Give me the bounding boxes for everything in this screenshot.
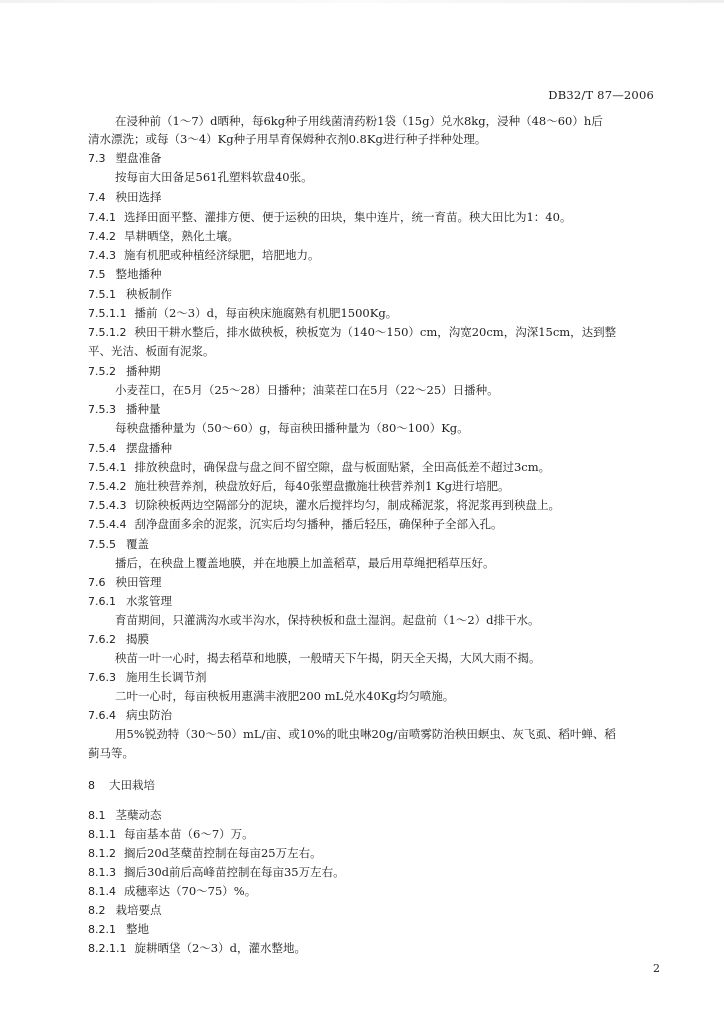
- paragraph-line: 蓟马等。: [88, 746, 134, 760]
- section-heading: 8.2 栽培要点: [88, 903, 162, 917]
- clause-line: 7.5.4.4 刮净盘面多余的泥浆，沉实后均匀播种，播后轻压，确保种子全部入孔。: [88, 517, 503, 531]
- paragraph-line: 播后，在秧盘上覆盖地膜，并在地膜上加盖稻草，最后用草绳把稻草压好。: [115, 556, 495, 570]
- clause-line: 8.1.3 搁后30d前后高峰苗控制在每亩35万左右。: [88, 865, 345, 879]
- section-title: 秧田选择: [115, 190, 162, 204]
- clause-line: 8.2.1.1 旋耕晒垡（2～3）d，灌水整地。: [88, 941, 306, 955]
- paragraph-line: 秧苗一叶一心时，揭去稻草和地膜，一般晴天下午揭，阴天全天揭，大风大雨不揭。: [115, 651, 541, 665]
- section-heading: [88, 150, 162, 167]
- clause-line: 7.4.2 旱耕晒垡，熟化土壤。: [88, 229, 239, 243]
- section-heading: 7.5.1 秧板制作: [88, 287, 172, 301]
- clause-line: 8.1.2 搁后20d茎蘖苗控制在每亩25万左右。: [88, 846, 322, 860]
- section-heading: 7.5.2 播种期: [88, 364, 161, 378]
- section-number: 7.3: [88, 152, 106, 165]
- clause-line: 7.5.4.3 切除秧板两边空隔部分的泥块，灌水后搅拌均匀，制成稀泥浆，将泥浆再到秧盘上。: [88, 498, 560, 512]
- section-heading: 7.6.1 水浆管理: [88, 594, 172, 608]
- section-heading: 8.1 茎蘖动态: [88, 808, 162, 822]
- section-heading: 7.6.4 病虫防治: [88, 708, 172, 722]
- page-number: 2: [653, 962, 660, 975]
- paragraph-line: 清水漂洗；或每（3～4）Kg种子用旱育保姆种衣剂0.8Kg进行种子拌种处理。: [88, 132, 487, 146]
- paragraph-line: 每秧盘播种量为（50～60）g，每亩秧田播种量为（80～100）Kg。: [115, 421, 469, 435]
- section-heading: [88, 189, 162, 206]
- paragraph-line: 小麦茬口，在5月（25～28）日播种；油菜茬口在5月（22～25）日播种。: [115, 383, 499, 397]
- section-heading: 7.5 整地播种: [88, 267, 162, 281]
- section-title: 塑盘准备: [115, 151, 162, 165]
- clause-line: 7.4.1 选择田面平整、灌排方便、便于运秧的田块，集中连片，统一育苗。秧大田比为1：40。: [88, 210, 572, 224]
- section-heading: 7.6 秧田管理: [88, 575, 162, 589]
- clause-line: 7.4.3 施有机肥或种植经济绿肥，培肥地力。: [88, 248, 320, 262]
- clause-line: 7.5.4.1 排放秧盘时，确保盘与盘之间不留空隙，盘与板面贴紧，全田高低差不超过3cm。: [88, 460, 551, 474]
- section-heading: 7.5.4 摆盘播种: [88, 441, 172, 455]
- clause-line: 7.5.1.1 播前（2～3）d，每亩秧床施腐熟有机肥1500Kg。: [88, 306, 398, 320]
- section-heading: 7.6.2 揭膜: [88, 632, 149, 646]
- paragraph-line: 按每亩大田备足561孔塑料软盘40张。: [115, 170, 313, 184]
- scan-edge: [0, 0, 724, 3]
- paragraph-line: 育苗期间，只灌满沟水或半沟水，保持秧板和盘土湿润。起盘前（1～2）d排干水。: [115, 613, 540, 627]
- document-id: DB32/T 87—2006: [548, 88, 654, 102]
- section-heading: 7.6.3 施用生长调节剂: [88, 670, 207, 684]
- section-number: 7.4: [88, 191, 106, 204]
- paragraph-line: 在浸种前（1～7）d晒种，每6kg种子用线菌清药粉1袋（15g）兑水8kg，浸种（48～60）h后: [115, 114, 603, 128]
- clause-line: 7.5.4.2 施壮秧营养剂，秧盘放好后，每40张塑盘撒施壮秧营养剂1 Kg进行培肥。: [88, 479, 510, 493]
- clause-line: 7.5.1.2 秧田干耕水整后，排水做秧板，秧板宽为（140～150）cm，沟宽20cm，沟深15cm，达到整: [88, 325, 617, 339]
- section-heading: 8.2.1 整地: [88, 922, 149, 936]
- paragraph-line: 平、光洁、板面有泥浆。: [88, 344, 215, 358]
- clause-line: 8.1.1 每亩基本苗（6～7）万。: [88, 827, 254, 841]
- section-heading: 7.5.5 覆盖: [88, 537, 149, 551]
- paragraph-line: 用5%锐劲特（30～50）mL/亩、或10%的吡虫啉20g/亩喷雾防治秧田螟虫、灰飞虱、稻叶蝉、稻: [115, 727, 616, 741]
- clause-line: 8.1.4 成穗率达（70～75）%。: [88, 884, 257, 898]
- section-heading: 7.5.3 播种量: [88, 402, 161, 416]
- paragraph-line: 二叶一心时，每亩秧板用惠满丰液肥200 mL兑水40Kg均匀喷施。: [115, 689, 455, 703]
- chapter-heading: 8 大田栽培: [88, 778, 155, 792]
